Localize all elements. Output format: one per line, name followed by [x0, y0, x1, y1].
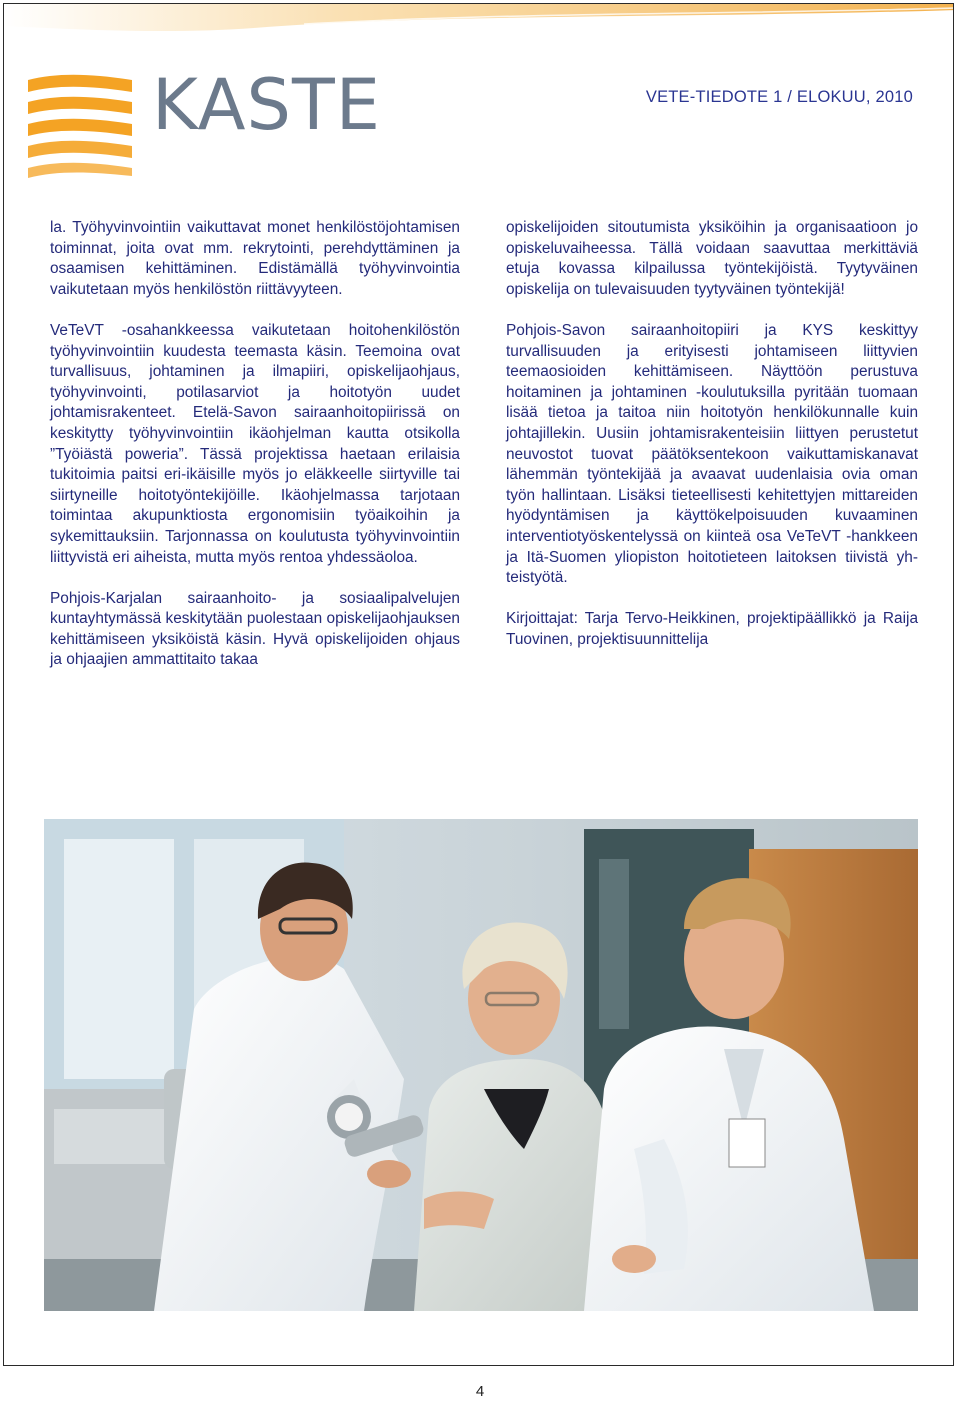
- nurses-photo: [44, 819, 918, 1311]
- paragraph: Pohjois-Savon sairaanhoitopiiri ja KYS keskittyy turvallisuuden ja erityisesti johtamiseen liittyvien teemaosioiden kehittämiseen. Näyttöön perustuva hoitaminen ja johtaminen -koulutuksilla pyritään tuomaan lisää tietoa ja taitoa niin hoitotyön henkilökunnalle kuin johtajillekin. Uusiin johtamisrakenteisiin liittyen perustetut neuvostot tuovat päätöksentekoon vaikuttamiskanavat lähemmän työntekijää ja avaavat uudenlaisia ovia oman työn hallintaan. Lisäksi tieteellisesti kehitettyjen mittareiden hyödyntämisen ja käyttökelpoisuuden kuvaaminen interventiotyöskentelyssä on kiinteä osa VeTeVT -hankkeen ja Itä-Suomen yliopiston hoitotieteen laitoksen tiivistä yhteistyötä.: [506, 321, 918, 587]
- right-column: [506, 218, 918, 650]
- header-wave-stripe: [4, 4, 954, 34]
- paragraph: Kirjoittajat: Tarja Tervo-Heikkinen, projektipäällikkö ja Raija Tuovinen, projektisuunnittelija: [506, 610, 918, 648]
- left-column: [50, 218, 460, 671]
- page-frame: [3, 3, 954, 1366]
- paragraph: opiskelijoiden sitoutumista yksiköihin ja organisaatioon jo opiskeluvaiheessa. Tällä voidaan saavuttaa merkittäviä etuja kovassa kilpailussa työntekijöistä. Tyytyväinen opiskelija on tulevaisuuden tyytyväinen työntekijä!: [506, 219, 918, 298]
- issue-label: VETE-TIEDOTE 1 / ELOKUU, 2010: [645, 88, 913, 106]
- page-number: 4: [475, 1383, 485, 1400]
- logo-wordmark: KASTE: [152, 64, 381, 146]
- paragraph: VeTeVT -osahankkeessa vaikutetaan hoitohenkilöstön työhyvinvointiin kuudesta teemasta käsin. Teemoina ovat turvallisuus, johtaminen ja ilmapiiri, opiskelijaohjaus, työhyvinvointi, potilasarviot ja hoitotyön uudet johtamisrakenteet. Etelä-Savon sairaanhoitopiirissä on keskitytty työhyvinvointiin ikäohjelman kautta otsikolla ”Työiästä poweria”. Tässä projektissa haetaan erilaisia tukitoimia paitsi eri-ikäisille myös jo eläkkeelle siirtyville tai siirtyneille hoitotyöntekijöille. Ikäohjelmassa tarjotaan toimintaa akupunktiosta ergonomisiin työaikoihin ja sykemittauksiin. Tarjonnassa on koulutusta työhyvinvointiin liittyvistä eri aiheista, mutta myös rentoa yhdessäoloa.: [50, 321, 460, 566]
- paragraph: la. Työhyvinvointiin vaikuttavat monet henkilöstöjohtamisen toiminnat, joita ovat mm. rekrytointi, perehdyttäminen ja osaamisen kehittäminen. Edistämällä työhyvinvointia vaikutetaan myös henkilöstön riittävyyteen.: [50, 219, 460, 298]
- paragraph: Pohjois-Karjalan sairaanhoito- ja sosiaalipalvelujen kuntayhtymässä keskitytään puolestaan opiskelijaohjauksen kehittämiseen yksiköistä käsin. Hyvä opiskelijoiden ohjaus ja ohjaajien ammattitaito takaa: [50, 589, 460, 669]
